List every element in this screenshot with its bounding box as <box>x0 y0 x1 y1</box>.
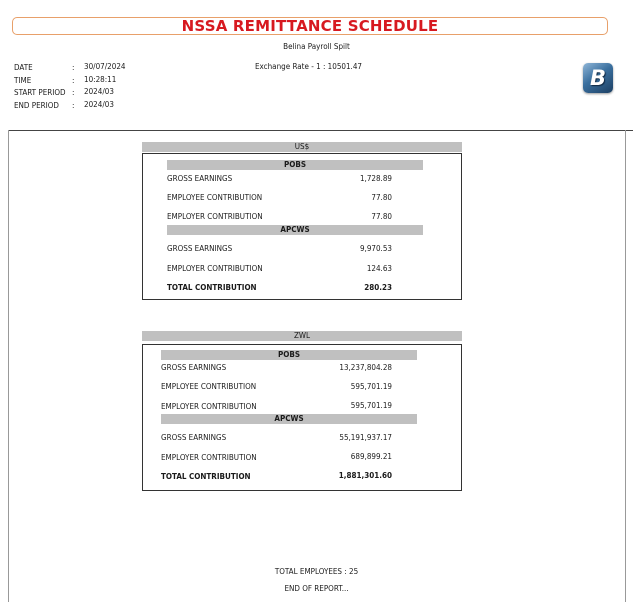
zwl-apcws-header: APCWS <box>161 414 417 424</box>
start-period-value: 2024/03 <box>84 87 114 96</box>
usd-apcws-employer-value: 124.63 <box>366 264 392 273</box>
end-period-value: 2024/03 <box>84 100 114 109</box>
date-value: 30/07/2024 <box>84 62 126 71</box>
date-label: DATE <box>14 63 33 72</box>
zwl-pobs-employer-label: EMPLOYER CONTRIBUTION <box>161 402 257 411</box>
zwl-apcws-employer-value: 689,899.21 <box>350 452 392 461</box>
usd-apcws-header: APCWS <box>167 225 423 235</box>
usd-pobs-employer-label: EMPLOYER CONTRIBUTION <box>167 212 263 221</box>
usd-pobs-header: POBS <box>167 160 423 170</box>
start-period-colon: : <box>72 88 75 97</box>
zwl-apcws-employer-label: EMPLOYER CONTRIBUTION <box>161 453 257 462</box>
zwl-currency-band: ZWL <box>142 331 462 341</box>
zwl-pobs-employee-value: 595,701.19 <box>350 382 392 391</box>
usd-currency-band: US$ <box>142 142 462 152</box>
zwl-pobs-employee-label: EMPLOYEE CONTRIBUTION <box>161 382 257 391</box>
belina-logo-icon <box>583 63 613 93</box>
end-of-report: END OF REPORT... <box>284 584 349 593</box>
zwl-pobs-header: POBS <box>161 350 417 360</box>
report-title-box <box>12 17 608 35</box>
total-employees: TOTAL EMPLOYEES : 25 <box>274 567 359 576</box>
end-period-label: END PERIOD <box>14 101 59 110</box>
usd-pobs-employer-value: 77.80 <box>371 212 392 221</box>
usd-apcws-employer-label: EMPLOYER CONTRIBUTION <box>167 264 263 273</box>
date-colon: : <box>72 63 75 72</box>
usd-total-value: 280.23 <box>364 283 392 292</box>
start-period-label: START PERIOD <box>14 88 66 97</box>
usd-pobs-employee-value: 77.80 <box>371 193 392 202</box>
zwl-apcws-gross-value: 55,191,937.17 <box>339 433 392 442</box>
usd-total-label: TOTAL CONTRIBUTION <box>167 283 257 292</box>
logo-letter: B <box>589 66 606 90</box>
zwl-pobs-employer-value: 595,701.19 <box>350 401 392 410</box>
right-border <box>625 130 626 602</box>
report-title: NSSA REMITTANCE SCHEDULE <box>181 17 439 35</box>
end-period-colon: : <box>72 101 75 110</box>
usd-pobs-gross-label: GROSS EARNINGS <box>167 174 233 183</box>
header-divider <box>8 130 633 131</box>
time-label: TIME <box>14 76 32 85</box>
company-name: Belina Payroll Spilt <box>283 42 350 51</box>
zwl-pobs-gross-label: GROSS EARNINGS <box>161 363 227 372</box>
zwl-apcws-gross-label: GROSS EARNINGS <box>161 433 227 442</box>
usd-apcws-gross-value: 9,970.53 <box>359 244 392 253</box>
left-border <box>8 130 9 602</box>
usd-pobs-gross-value: 1,728.89 <box>359 174 392 183</box>
time-colon: : <box>72 76 75 85</box>
zwl-pobs-gross-value: 13,237,804.28 <box>339 363 392 372</box>
time-value: 10:28:11 <box>84 75 117 84</box>
usd-pobs-employee-label: EMPLOYEE CONTRIBUTION <box>167 193 263 202</box>
zwl-total-label: TOTAL CONTRIBUTION <box>161 472 251 481</box>
zwl-total-value: 1,881,301.60 <box>338 471 392 480</box>
usd-apcws-gross-label: GROSS EARNINGS <box>167 244 233 253</box>
exchange-rate: Exchange Rate - 1 : 10501.47 <box>255 62 362 71</box>
